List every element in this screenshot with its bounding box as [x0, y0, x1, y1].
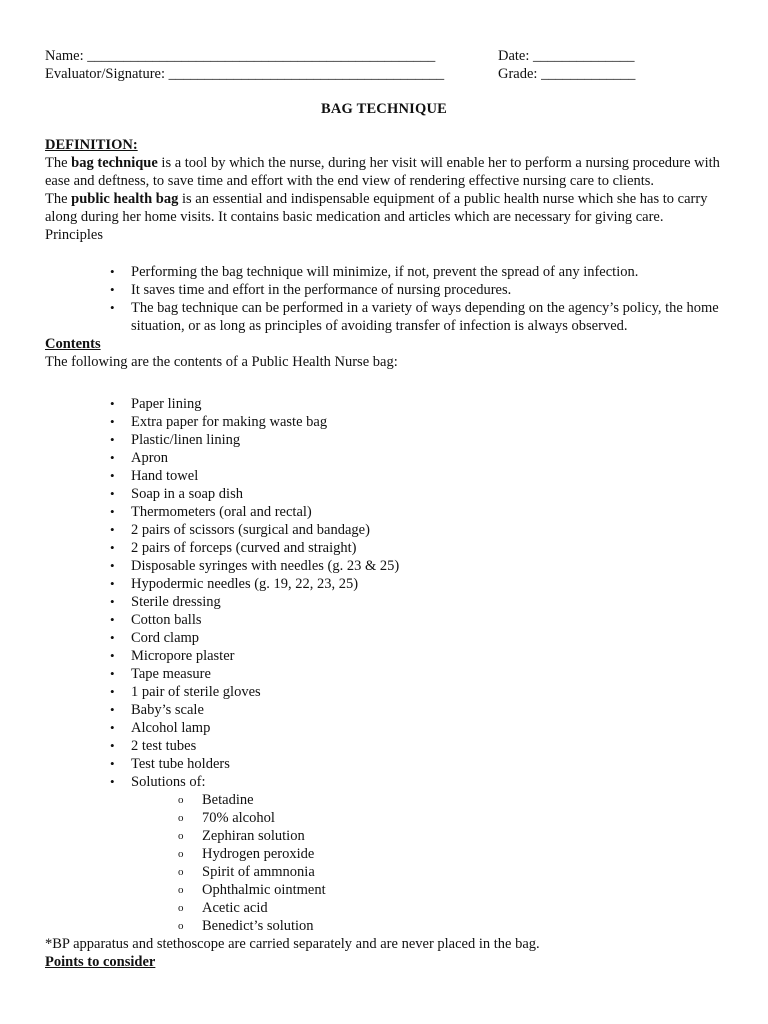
- contents-section: [45, 335, 735, 371]
- contents-heading: Contents: [45, 336, 101, 352]
- content-list-item: • 2 test tubes: [45, 737, 735, 755]
- date-line: ______________: [533, 48, 635, 64]
- solutions-list: [45, 791, 735, 935]
- content-list-item: • Cord clamp: [45, 629, 735, 647]
- content-list-item: • Tape measure: [45, 665, 735, 683]
- points-heading: Points to consider: [45, 954, 156, 970]
- content-list-item: • Solutions of:: [45, 773, 735, 791]
- bp-apparatus-note: *BP apparatus and stethoscope are carried separately and are never placed in the bag.: [45, 936, 540, 952]
- solution-list-item: o 70% alcohol: [45, 809, 735, 827]
- content-list-item: • Thermometers (oral and rectal): [45, 503, 735, 521]
- content-list-item: • 2 pairs of scissors (surgical and bandage): [45, 521, 735, 539]
- content-list-item: • Disposable syringes with needles (g. 23 & 25): [45, 557, 735, 575]
- text-run: The: [45, 191, 72, 207]
- content-list-item: • Alcohol lamp: [45, 719, 735, 737]
- contents-list: [45, 395, 735, 791]
- solution-list-item: o Spirit of ammnonia: [45, 863, 735, 881]
- name-line: ________________________________________________: [87, 48, 436, 64]
- contents-intro: The following are the contents of a Public Health Nurse bag:: [45, 354, 398, 370]
- content-list-item: • Micropore plaster: [45, 647, 735, 665]
- definition-heading: DEFINITION:: [45, 137, 138, 153]
- content-list-item: • Baby’s scale: [45, 701, 735, 719]
- public-health-bag-term: public health bag: [71, 191, 179, 207]
- page-title: BAG TECHNIQUE: [320, 101, 447, 117]
- principle-list-item: • It saves time and effort in the performance of nursing procedures.: [45, 281, 735, 299]
- text-run: is an essential and indispensable equipment of a public health nurse which she has to carry along during her home visits. It contains basic medication and articles which are necessary for giving care.: [45, 191, 708, 225]
- bag-technique-term: bag technique: [71, 155, 158, 171]
- content-list-item: • Plastic/linen lining: [45, 431, 735, 449]
- content-list-item: • Hypodermic needles (g. 19, 22, 23, 25): [45, 575, 735, 593]
- principles-list: [45, 263, 735, 335]
- name-field-row: [45, 47, 435, 65]
- evaluator-label: Evaluator/Signature:: [45, 66, 165, 82]
- content-list-item: • Test tube holders: [45, 755, 735, 773]
- solution-list-item: o Acetic acid: [45, 899, 735, 917]
- grade-label: Grade:: [498, 66, 538, 82]
- definition-section: [45, 136, 735, 244]
- content-list-item: • Hand towel: [45, 467, 735, 485]
- definition-paragraph-1: [45, 154, 735, 190]
- grade-line: _____________: [541, 66, 636, 82]
- name-label: Name:: [45, 48, 84, 64]
- principle-list-item: • The bag technique can be performed in a variety of ways depending on the agency’s policy, the home situation, or as long as principles of avoiding transfer of infection is always observed.: [45, 299, 735, 335]
- principles-list-block: [45, 263, 735, 335]
- contents-list-block: [45, 395, 735, 971]
- content-list-item: • Soap in a soap dish: [45, 485, 735, 503]
- content-list-item: • Paper lining: [45, 395, 735, 413]
- evaluator-line: ______________________________________: [168, 66, 445, 82]
- solution-list-item: o Betadine: [45, 791, 735, 809]
- text-run: is a tool by which the nurse, during her visit will enable her to perform a nursing procedure with ease and deftness, to save time and effort with the end view of rendering effective nursing care to clients.: [45, 155, 720, 189]
- content-list-item: • Extra paper for making waste bag: [45, 413, 735, 431]
- definition-paragraph-2: [45, 190, 735, 226]
- grade-field-row: [498, 65, 635, 83]
- content-list-item: • 2 pairs of forceps (curved and straight): [45, 539, 735, 557]
- content-list-item: • 1 pair of sterile gloves: [45, 683, 735, 701]
- content-list-item: • Sterile dressing: [45, 593, 735, 611]
- solution-list-item: o Zephiran solution: [45, 827, 735, 845]
- principle-list-item: • Performing the bag technique will minimize, if not, prevent the spread of any infection.: [45, 263, 735, 281]
- principles-label: Principles: [45, 227, 103, 243]
- solution-list-item: o Hydrogen peroxide: [45, 845, 735, 863]
- text-run: The: [45, 155, 72, 171]
- content-list-item: • Cotton balls: [45, 611, 735, 629]
- solution-list-item: o Benedict’s solution: [45, 917, 735, 935]
- date-field-row: [498, 47, 635, 65]
- solution-list-item: o Ophthalmic ointment: [45, 881, 735, 899]
- content-list-item: • Apron: [45, 449, 735, 467]
- date-label: Date:: [498, 48, 530, 64]
- evaluator-field-row: [45, 65, 444, 83]
